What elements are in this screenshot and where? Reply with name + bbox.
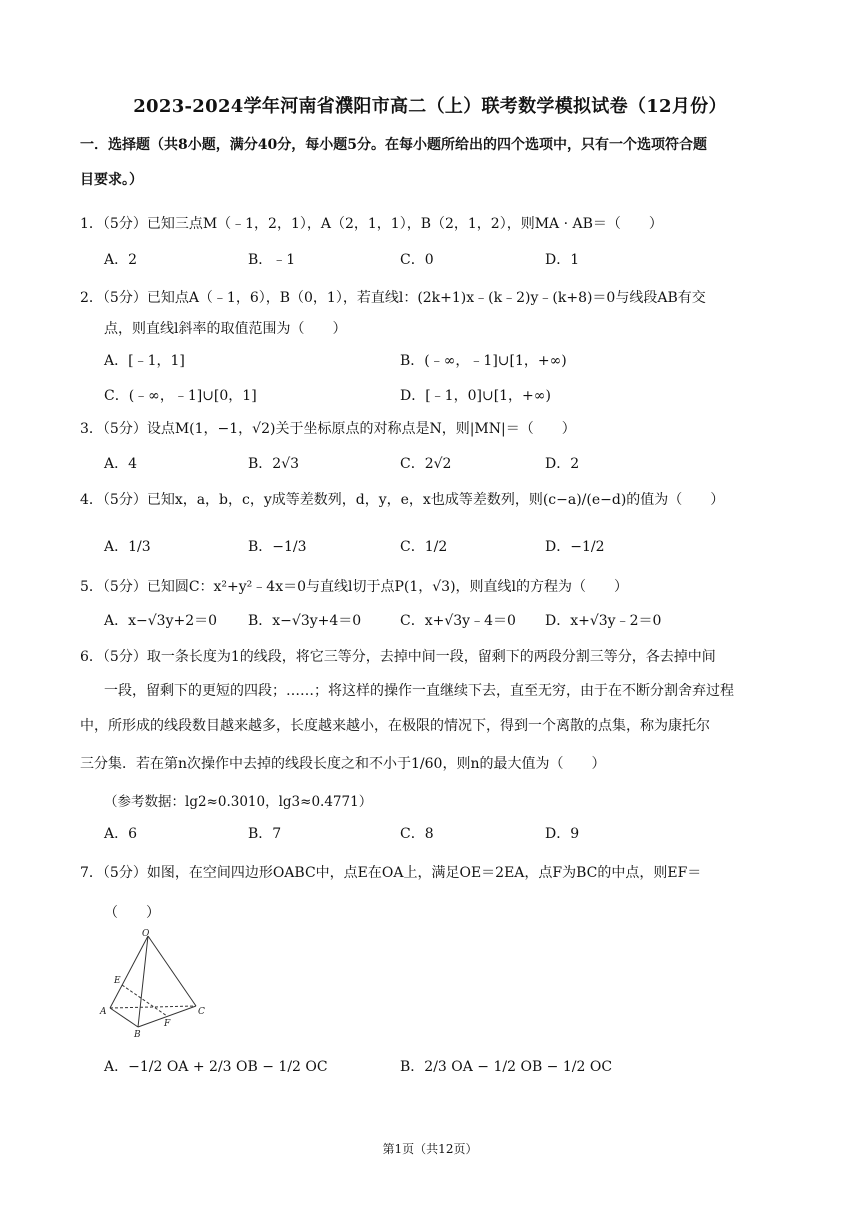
q5-option-d[interactable]: D．x+√3y﹣2＝0 — [545, 613, 662, 629]
q3-option-a[interactable]: A．4 — [104, 456, 138, 472]
q7-option-a[interactable]: A．−1/2 OA + 2/3 OB − 1/2 OC — [104, 1059, 328, 1075]
label-e: E — [114, 976, 121, 986]
edge-oa — [110, 936, 148, 1008]
question-7-stem-line2: （ ） — [104, 905, 160, 921]
q2-option-b[interactable]: B．(﹣∞，﹣1]∪[1，+∞) — [400, 353, 567, 369]
q5-option-c[interactable]: C．x+√3y﹣4＝0 — [400, 613, 516, 629]
q4-option-c[interactable]: C．1/2 — [400, 539, 448, 555]
section-heading-line1: 一．选择题（共8小题，满分40分，每小题5分。在每小题所给出的四个选项中，只有一个选项符合题 — [80, 137, 707, 153]
q5-option-b[interactable]: B．x−√3y+4＝0 — [248, 613, 362, 629]
page-title: 2023-2024学年河南省濮阳市高二（上）联考数学模拟试卷（12月份） — [133, 96, 727, 117]
segment-ef-hidden — [122, 985, 167, 1016]
question-1-stem: 1．（5分）已知三点M（﹣1，2，1），A（2，1，1），B（2，1，2），则MA · AB＝（ ） — [80, 216, 663, 232]
q6-option-b[interactable]: B．7 — [248, 826, 282, 842]
q5-option-a[interactable]: A．x−√3y+2＝0 — [104, 613, 218, 629]
question-6-reference-note: （参考数据：lg2≈0.3010，lg3≈0.4771） — [104, 794, 373, 810]
q1-option-b[interactable]: B．﹣1 — [248, 252, 296, 268]
q7-option-b[interactable]: B．2/3 OA − 1/2 OB − 1/2 OC — [400, 1059, 613, 1075]
q3-option-c[interactable]: C．2√2 — [400, 456, 452, 472]
question-3-stem: 3．（5分）设点M(1，−1，√2)关于坐标原点的对称点是N，则|MN|＝（ ） — [80, 421, 576, 437]
q2-option-d[interactable]: D．[﹣1，0]∪[1，+∞) — [400, 388, 551, 404]
question-2-stem-line2: 点，则直线l斜率的取值范围为（ ） — [104, 321, 347, 337]
q2-option-a[interactable]: A．[﹣1，1] — [104, 353, 185, 369]
edge-ob — [138, 936, 148, 1027]
question-6-stem-line3: 中，所形成的线段数目越来越多，长度越来越小，在极限的情况下，得到一个离散的点集，称为康托尔 — [80, 718, 710, 734]
q6-option-a[interactable]: A．6 — [104, 826, 138, 842]
section-heading-line2: 目要求。） — [80, 172, 143, 188]
question-6-stem-line2: 一段，留剩下的更短的四段；……；将这样的操作一直继续下去，直至无穷，由于在不断分割舍弃过程 — [104, 683, 734, 699]
question-6-stem-line4: 三分集．若在第n次操作中去掉的线段长度之和不小于1/60，则n的最大值为（ ） — [80, 756, 606, 772]
label-f: F — [164, 1019, 171, 1029]
page-footer: 第1页（共12页） — [382, 1142, 478, 1156]
q4-option-a[interactable]: A．1/3 — [104, 539, 151, 555]
q1-option-c[interactable]: C．0 — [400, 252, 434, 268]
question-2-stem-line1: 2．（5分）已知点A（﹣1，6），B（0，1），若直线l：(2k+1)x﹣(k﹣2)y﹣(k+8)＝0与线段AB有交 — [80, 290, 706, 306]
edge-oc — [148, 936, 196, 1006]
label-b: B — [134, 1030, 141, 1038]
q6-option-c[interactable]: C．8 — [400, 826, 434, 842]
q6-option-d[interactable]: D．9 — [545, 826, 580, 842]
label-o: O — [142, 929, 150, 939]
question-7-stem-line1: 7．（5分）如图，在空间四边形OABC中，点E在OA上，满足OE＝2EA，点F为BC的中点，则EF＝ — [80, 865, 702, 881]
edge-ab — [110, 1008, 138, 1027]
q3-option-b[interactable]: B．2√3 — [248, 456, 300, 472]
label-a: A — [100, 1007, 107, 1017]
q1-option-d[interactable]: D．1 — [545, 252, 580, 268]
question-5-stem: 5．（5分）已知圆C：x²+y²﹣4x＝0与直线l切于点P(1，√3)，则直线l的方程为（ ） — [80, 579, 629, 595]
tetrahedron-figure — [96, 928, 208, 1038]
question-4-stem: 4．（5分）已知x，a，b，c，y成等差数列，d，y，e，x也成等差数列，则(c−a)/(e−d)的值为（ ） — [80, 492, 725, 508]
question-6-stem-line1: 6．（5分）取一条长度为1的线段，将它三等分，去掉中间一段，留剩下的两段分割三等分，各去掉中间 — [80, 649, 716, 665]
q4-option-b[interactable]: B．−1/3 — [248, 539, 307, 555]
q2-option-c[interactable]: C．(﹣∞，﹣1]∪[0，1] — [104, 388, 257, 404]
q4-option-d[interactable]: D．−1/2 — [545, 539, 605, 555]
q1-option-a[interactable]: A．2 — [104, 252, 138, 268]
q3-option-d[interactable]: D．2 — [545, 456, 580, 472]
label-c: C — [198, 1007, 205, 1017]
